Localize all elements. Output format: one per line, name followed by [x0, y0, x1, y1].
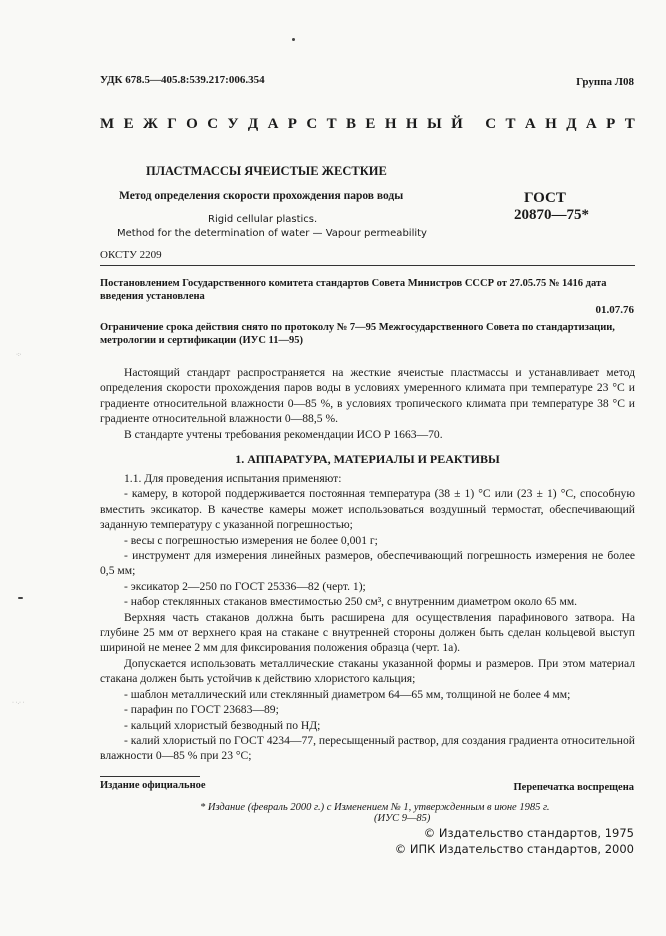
- banner-letter: А: [524, 116, 536, 132]
- banner-letter: А: [585, 116, 597, 132]
- scan-noise: ·:·: [16, 352, 22, 358]
- banner-letter: Г: [167, 116, 177, 132]
- banner-letter: С: [207, 116, 219, 132]
- banner-letter: В: [346, 116, 357, 132]
- divider: [100, 265, 635, 266]
- intro-text: [100, 365, 635, 442]
- scan-dot: [292, 38, 295, 41]
- list-item: - шаблон металлический или стеклянный диаметром 64—65 мм, толщиной не более 4 мм;: [124, 687, 571, 701]
- banner-letter: С: [306, 116, 318, 132]
- banner-letter: Т: [505, 116, 516, 132]
- section-heading: 1. АППАРАТУРА, МАТЕРИАЛЫ И РЕАКТИВЫ: [235, 452, 500, 466]
- udk-code: УДК 678.5—405.8:539.217:006.354: [100, 74, 265, 86]
- banner-letter: Р: [606, 116, 616, 132]
- banner-letter: Д: [247, 116, 259, 132]
- english-subtitle: Method for the determination of water — Vapour permeability: [117, 228, 427, 239]
- paragraph: Допускается использовать металлические стаканы указанной формы и размеров. При этом материал стакана должен быть устойчив к действию хлористого кальция;: [100, 656, 635, 686]
- banner-letter: Н: [405, 116, 418, 132]
- effective-date: 01.07.76: [595, 304, 634, 316]
- banner-letter: С: [485, 116, 497, 132]
- banner-letter: Ж: [142, 116, 158, 132]
- reprint-prohibited: Перепечатка воспрещена: [513, 782, 634, 793]
- copyright-2000: © ИПК Издательство стандартов, 2000: [394, 842, 634, 856]
- english-title: Rigid cellular plastics.: [208, 214, 318, 225]
- banner-letter: О: [186, 116, 198, 132]
- banner-letter: Е: [123, 116, 134, 132]
- intro-paragraph: Настоящий стандарт распространяется на жесткие ячеистые пластмассы и устанавливает метод определения скорости прохождения паров воды в условиях умеренного климата при температуре 23 °С и градиенте относительной влажности 0—85 %, в условиях тропического климата при температуре 38 °С и градиенте относительной влажности 0—88,5 %.: [100, 366, 635, 426]
- edition-note-ref: (ИУС 9—85): [374, 813, 431, 824]
- gost-label: ГОСТ: [524, 190, 566, 206]
- banner-letter: Т: [624, 116, 635, 132]
- banner-letter: Т: [326, 116, 337, 132]
- list-item: - весы с погрешностью измерения не более 0,001 г;: [124, 533, 378, 547]
- list-item: - кальций хлористый безводный по НД;: [124, 718, 321, 732]
- copyright-1975: © Издательство стандартов, 1975: [423, 826, 634, 840]
- banner-letter: Й: [451, 116, 463, 132]
- section-body: [100, 471, 635, 764]
- document-subtitle: Метод определения скорости прохождения паров воды: [119, 190, 404, 202]
- list-item: - эксикатор 2—250 по ГОСТ 25336—82 (черт. 1);: [124, 579, 366, 593]
- scan-noise: · ·.· ·: [12, 700, 25, 706]
- scan-dot: [18, 597, 23, 599]
- paragraph: 1.1. Для проведения испытания применяют:: [124, 472, 342, 485]
- banner-letter: [472, 116, 476, 133]
- document-title: ПЛАСТМАССЫ ЯЧЕИСТЫЕ ЖЕСТКИЕ: [146, 164, 387, 178]
- list-item: - набор стеклянных стаканов вместимостью 250 см³, с внутренним диаметром около 65 мм.: [124, 595, 578, 609]
- list-item: - камеру, в которой поддерживается постоянная температура (38 ± 1) °С или (23 ± 1) °С, способную вместить эксикатор. В качестве камеры может использоваться воздушный термостат, обеспечивающий заданную температуру с указанной погрешностью;: [100, 487, 635, 532]
- list-item: - инструмент для измерения линейных размеров, обеспечивающий погрешность измерения не более 0,5 мм;: [100, 549, 635, 578]
- gost-number: 20870—75*: [514, 207, 589, 223]
- list-item: - парафин по ГОСТ 23683—89;: [124, 703, 279, 717]
- divider: [100, 776, 200, 777]
- banner-letter: Н: [384, 116, 397, 132]
- banner-letter: Н: [545, 116, 557, 132]
- group-code: Группа Л08: [576, 76, 634, 88]
- banner-letter: Е: [365, 116, 376, 132]
- banner-letter: У: [227, 116, 239, 132]
- decree-text: Постановлением Государственного комитета стандартов Совета Министров СССР от 27.05.75 № 1416 дата введения установлена: [100, 278, 607, 302]
- gost-number-block: [514, 190, 589, 224]
- banner-letter: Ы: [426, 116, 442, 132]
- banner-letter: А: [267, 116, 279, 132]
- limitation-text: Ограничение срока действия снято по протоколу № 7—95 Межгосударственного Совета по стандартизации, метрологии и сертификации (ИУС 11—95): [100, 322, 615, 346]
- official-edition: Издание официальное: [100, 780, 206, 791]
- intro-paragraph: В стандарте учтены требования рекомендации ИСО Р 1663—70.: [124, 427, 443, 441]
- edition-note: * Издание (февраль 2000 г.) с Изменением № 1, утвержденным в июне 1985 г.: [200, 802, 550, 813]
- banner-letter: Д: [566, 116, 577, 132]
- banner-letter: Р: [287, 116, 297, 132]
- list-item: - калий хлористый по ГОСТ 4234—77, пересыщенный раствор, для создания градиента относительной влажности 0—85 % при 23 °С;: [100, 733, 635, 763]
- standard-banner: [100, 116, 635, 133]
- oksty-code: ОКСТУ 2209: [100, 249, 162, 261]
- banner-letter: М: [100, 116, 115, 132]
- paragraph: Верхняя часть стаканов должна быть расширена для осуществления парафинового затвора. На глубине 25 мм от верхнего края на стакане с внутренней стороны должен быть сделан кольцевой выступ шириной не менее 2 мм для фиксирования положения образца (черт. 1а).: [100, 610, 635, 655]
